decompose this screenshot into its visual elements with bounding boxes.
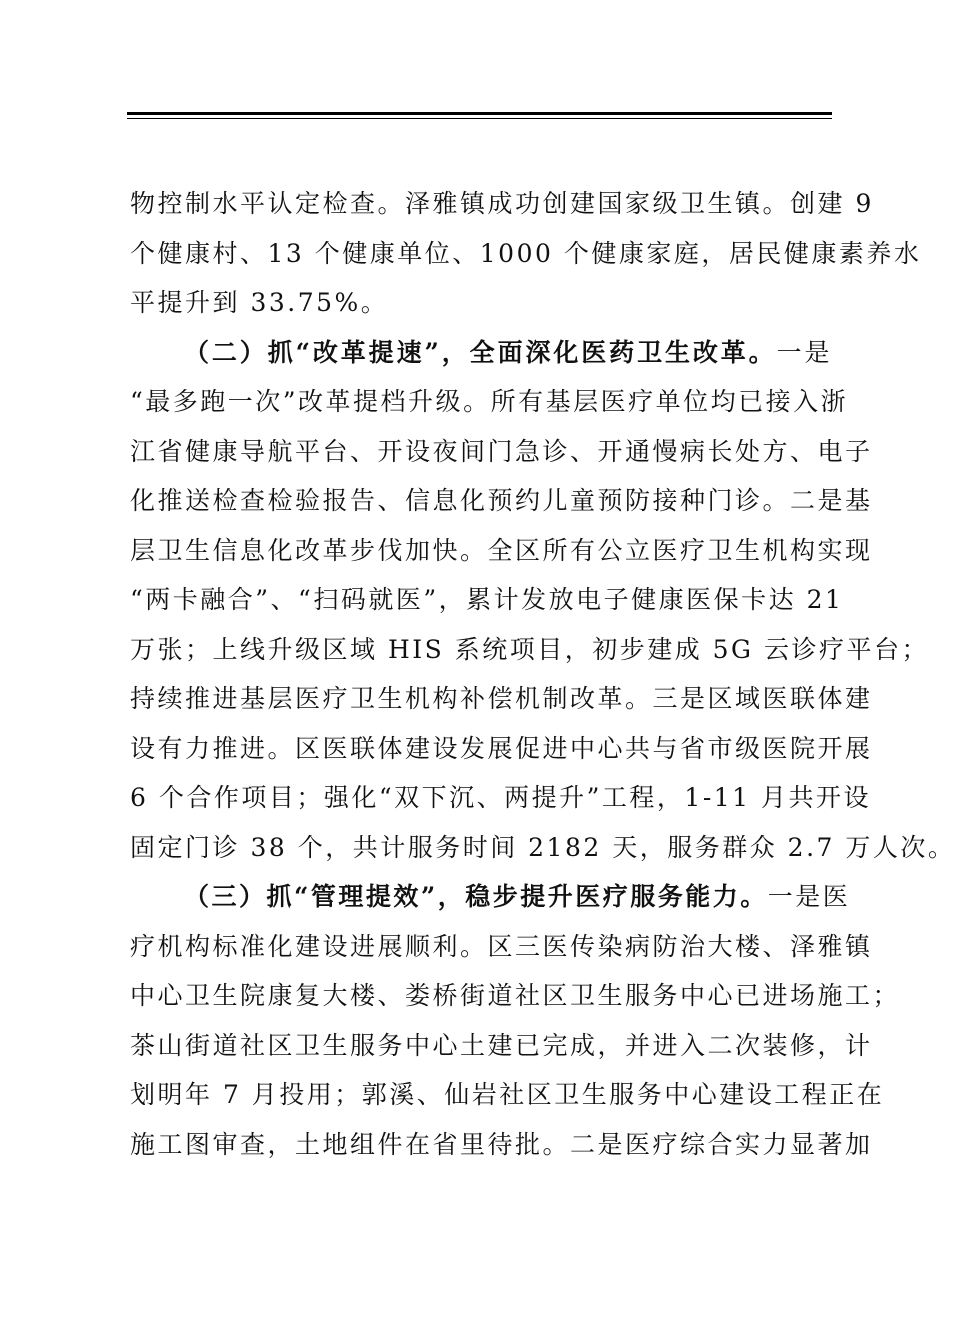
- text-run: 一是医: [767, 882, 851, 911]
- text-line: 江省健康导航平台、开设夜间门急诊、开通慢病长处方、电子: [130, 436, 873, 466]
- text-line: 疗机构标准化建设进展顺利。区三医传染病防治大楼、泽雅镇: [130, 931, 873, 961]
- text-line: 持续推进基层医疗卫生机构补偿机制改革。三是区域医联体建: [130, 684, 873, 713]
- text-line: 万张；上线升级区域 HIS 系统项目，初步建成 5G 云诊疗平台；: [130, 634, 929, 664]
- text-line: 划明年 7 月投用；郭溪、仙岩社区卫生服务中心建设工程正在: [130, 1080, 885, 1109]
- header-rule-thin: [127, 118, 832, 119]
- text-line: 化推送检查检验报告、信息化预约儿童预防接种门诊。二是基: [130, 486, 873, 515]
- text-line: 施工图审查，土地组件在省里待批。二是医疗综合实力显著加: [130, 1129, 873, 1159]
- header-rule-thick: [127, 112, 832, 115]
- section-heading-line: [130, 879, 851, 929]
- text-line: “两卡融合”、“扫码就医”，累计发放电子健康医保卡达 21: [130, 585, 844, 614]
- text-line: 层卫生信息化改革步伐加快。全区所有公立医疗卫生机构实现: [130, 535, 873, 565]
- body-text: [130, 186, 955, 1176]
- section-heading-2: （二）抓“改革提速”，全面深化医药卫生改革。: [184, 337, 777, 367]
- text-line: 物控制水平认定检查。泽雅镇成功创建国家级卫生镇。创建 9: [130, 189, 874, 218]
- text-line: 茶山街道社区卫生服务中心土建已完成，并进入二次装修，计: [130, 1030, 873, 1060]
- text-run: 一是: [776, 337, 832, 367]
- text-line: 平提升到 33.75%。: [130, 288, 389, 317]
- text-line: 固定门诊 38 个，共计服务时间 2182 天，服务群众 2.7 万人次。: [130, 832, 955, 862]
- text-line: 中心卫生院康复大楼、娄桥街道社区卫生服务中心已进场施工；: [130, 981, 901, 1010]
- text-line: “最多跑一次”改革提档升级。所有基层医疗单位均已接入浙: [130, 387, 849, 416]
- text-line: 设有力推进。区医联体建设发展促进中心共与省市级医院开展: [130, 733, 873, 763]
- section-heading-line: [130, 335, 832, 385]
- text-line: 6 个合作项目；强化“双下沉、两提升”工程，1-11 月共开设: [130, 783, 872, 812]
- text-line: 个健康村、13 个健康单位、1000 个健康家庭，居民健康素养水: [130, 238, 922, 268]
- header-double-rule: [127, 112, 832, 120]
- section-heading-3: （三）抓“管理提效”，稳步提升医疗服务能力。: [184, 882, 768, 911]
